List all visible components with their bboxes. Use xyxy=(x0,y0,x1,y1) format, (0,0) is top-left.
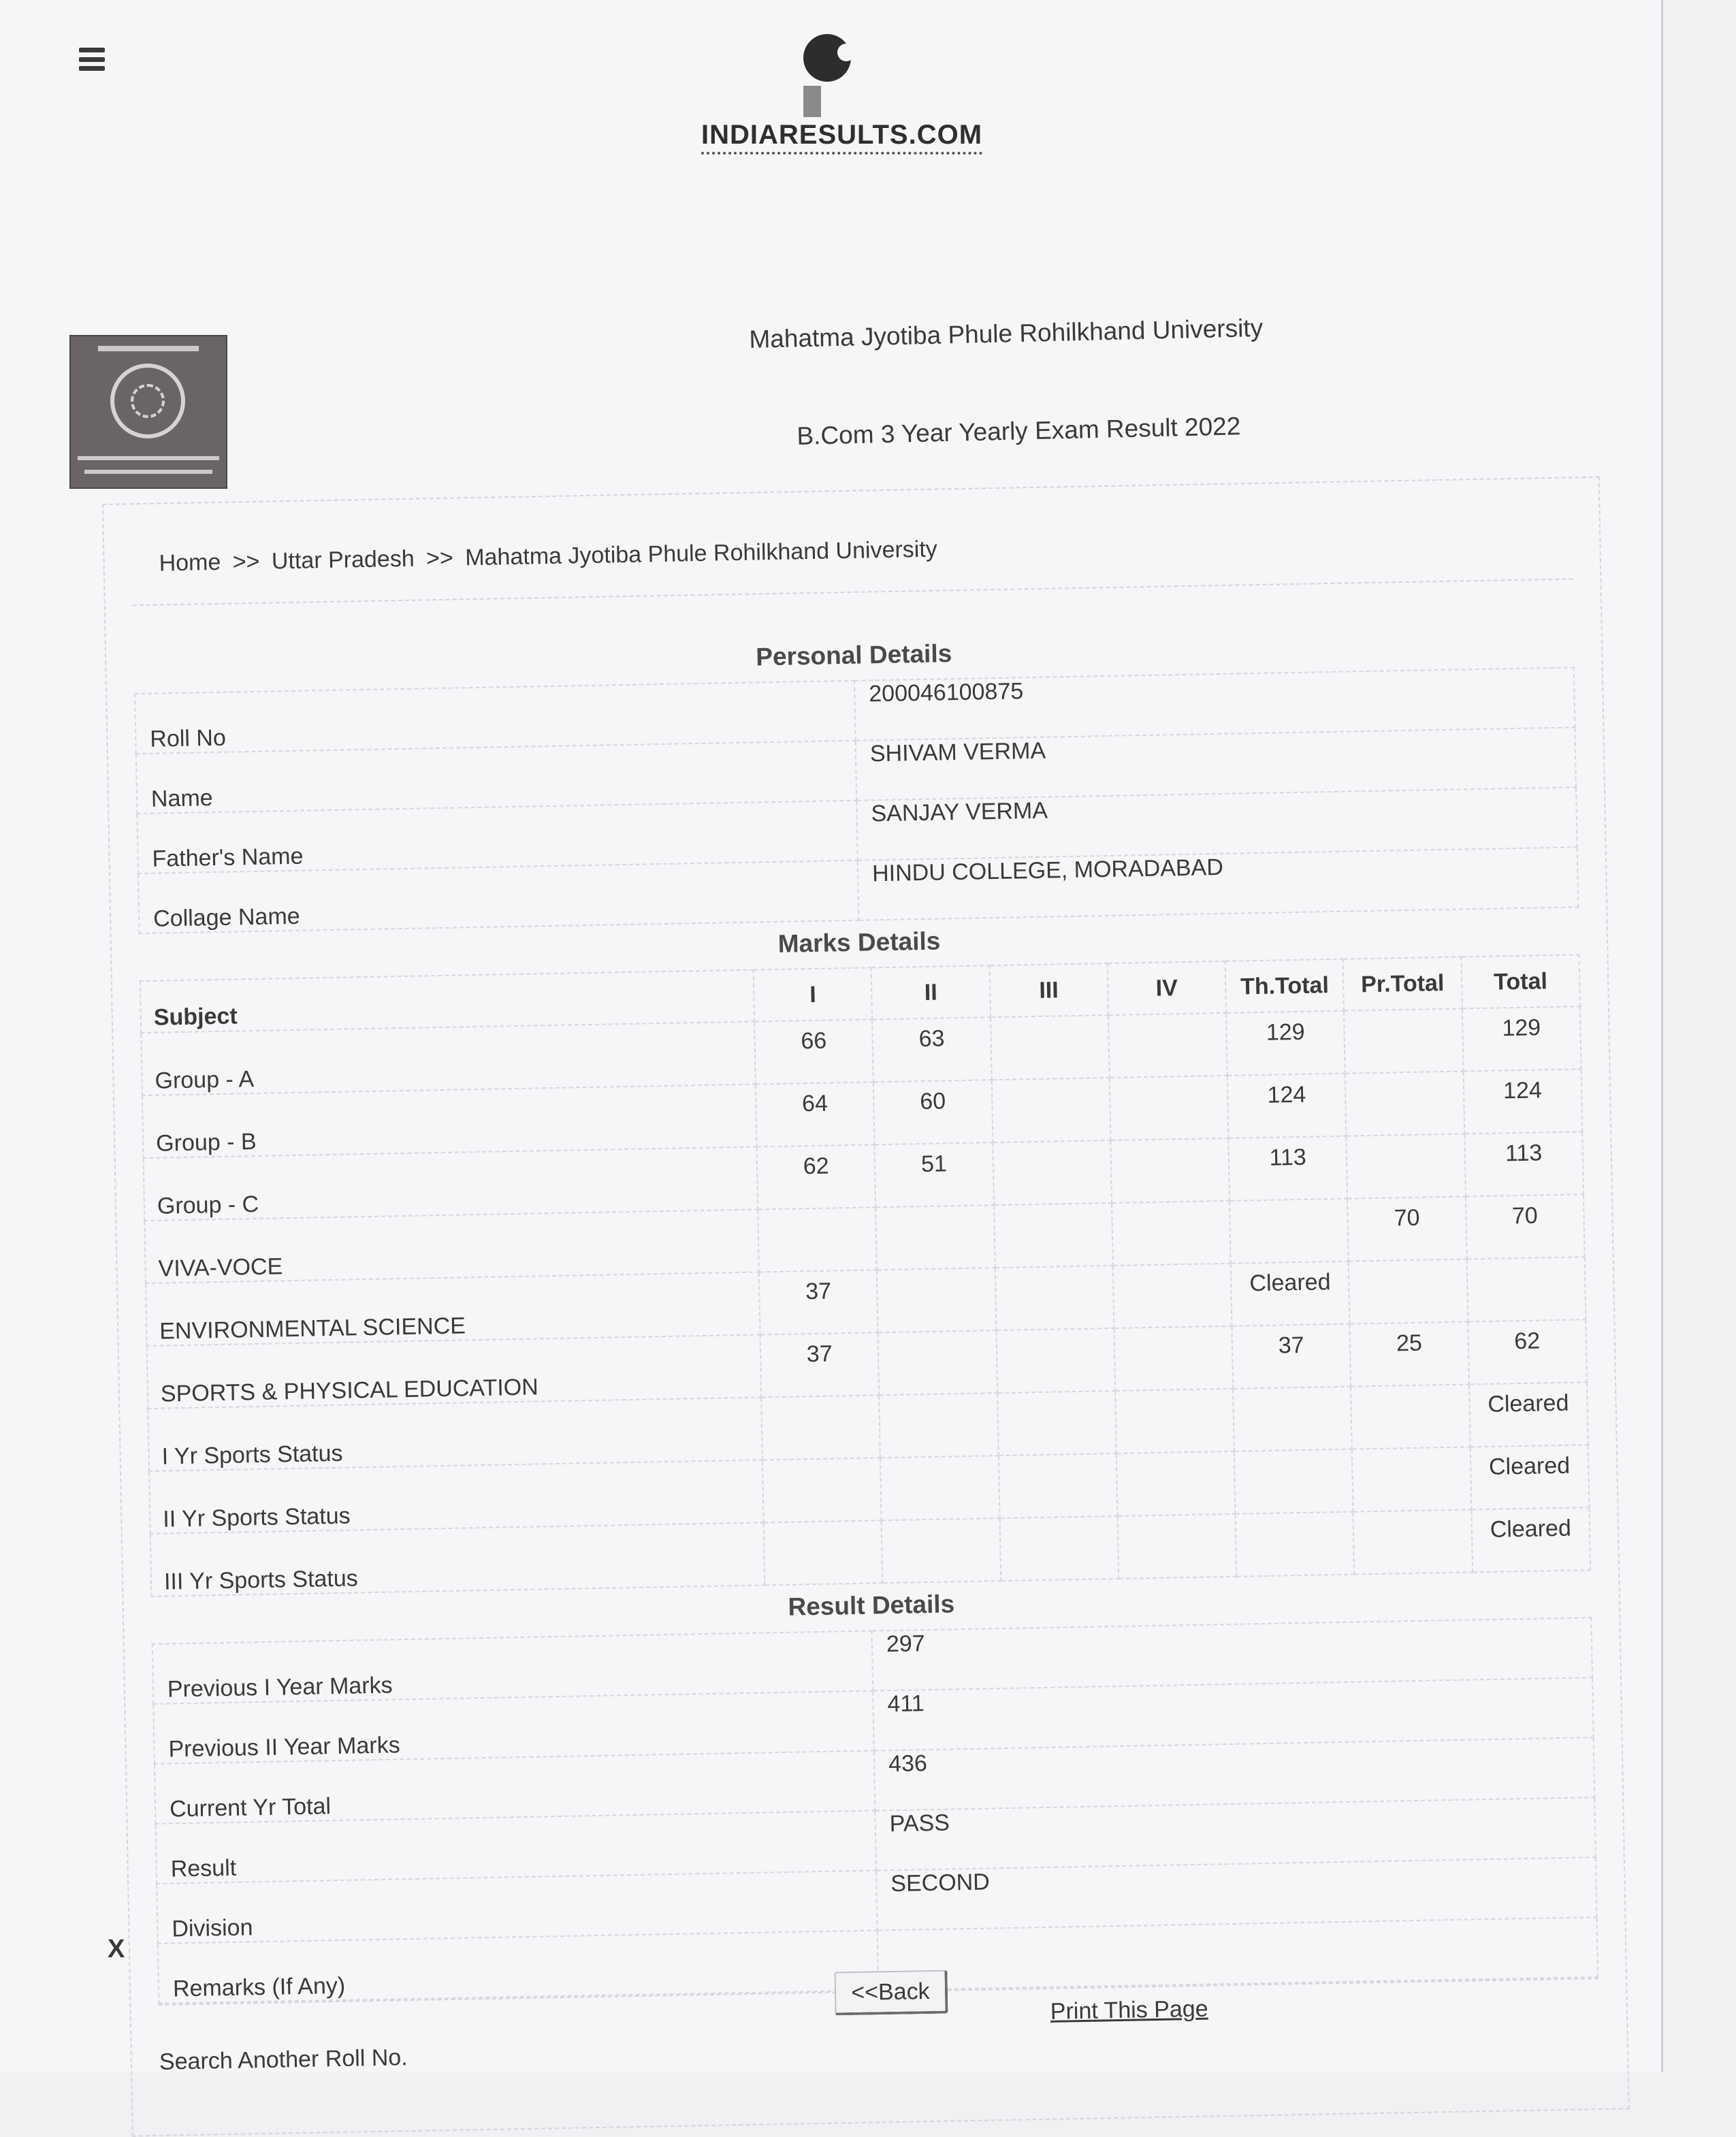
total-cell: 129 xyxy=(1462,1006,1581,1071)
personal-details-table xyxy=(133,620,1579,934)
pr-total-cell: 25 xyxy=(1350,1321,1469,1386)
marks-details-title: Marks Details xyxy=(777,927,941,958)
th-total-cell xyxy=(1234,1449,1353,1514)
col-header-total: Total xyxy=(1461,954,1580,1008)
marks-details-table xyxy=(139,907,1591,1597)
prev-second-year-value: 411 xyxy=(873,1677,1593,1750)
marks-cell xyxy=(879,1393,998,1458)
breadcrumb-university[interactable]: Mahatma Jyotiba Phule Rohilkhand University xyxy=(464,536,938,571)
total-cell: 70 xyxy=(1466,1194,1585,1259)
marks-cell: 64 xyxy=(756,1082,875,1146)
close-icon[interactable]: X xyxy=(108,1935,125,1963)
marks-cell xyxy=(1113,1264,1232,1328)
father-name-label: Father's Name xyxy=(137,801,857,873)
name-value: SHIVAM VERMA xyxy=(856,727,1576,800)
college-name-value: HINDU COLLEGE, MORADABAD xyxy=(858,847,1578,920)
personal-details-title: Personal Details xyxy=(755,639,952,671)
marks-cell: 66 xyxy=(754,1019,873,1084)
marks-cell xyxy=(995,1266,1114,1330)
prev-first-year-value: 297 xyxy=(872,1618,1592,1690)
pr-total-cell xyxy=(1352,1447,1471,1511)
col-header-ii: II xyxy=(871,965,991,1019)
pr-total-cell xyxy=(1349,1259,1468,1323)
subject-cell: II Yr Sports Status xyxy=(149,1460,764,1533)
breadcrumb-separator: >> xyxy=(425,545,454,572)
prev-first-year-label: Previous I Year Marks xyxy=(152,1631,873,1704)
father-name-value: SANJAY VERMA xyxy=(856,787,1577,860)
marks-cell: 63 xyxy=(872,1017,991,1082)
breadcrumb-home[interactable]: Home xyxy=(159,549,221,577)
result-content xyxy=(102,477,1630,2137)
th-total-cell: 37 xyxy=(1232,1324,1351,1389)
marks-cell xyxy=(999,1516,1119,1581)
th-total-cell xyxy=(1236,1512,1355,1577)
menu-bar xyxy=(79,66,105,71)
current-year-total-label: Current Yr Total xyxy=(155,1751,875,1824)
marks-cell xyxy=(878,1330,997,1395)
division-value: SECOND xyxy=(876,1857,1596,1930)
result-frame xyxy=(102,477,1630,2137)
col-header-pr-total: Pr.Total xyxy=(1343,957,1462,1011)
marks-cell: 37 xyxy=(760,1332,880,1397)
back-button[interactable]: <<Back xyxy=(834,1970,948,2016)
marks-cell xyxy=(996,1328,1115,1393)
hamburger-menu-icon[interactable] xyxy=(79,48,105,71)
subject-cell: Group - B xyxy=(142,1084,757,1158)
college-name-label: Collage Name xyxy=(138,861,858,933)
marks-cell: 62 xyxy=(757,1144,876,1209)
total-cell: Cleared xyxy=(1470,1445,1589,1509)
col-header-i: I xyxy=(754,967,873,1021)
marks-cell xyxy=(998,1453,1117,1518)
marks-cell xyxy=(1110,1138,1229,1203)
th-total-cell xyxy=(1233,1387,1352,1451)
remarks-label: Remarks (If Any) xyxy=(158,1930,878,2003)
breadcrumb xyxy=(131,497,1573,606)
th-total-cell: 129 xyxy=(1226,1011,1345,1076)
result-details-title: Result Details xyxy=(788,1590,955,1621)
subject-cell: ENVIRONMENTAL SCIENCE xyxy=(146,1272,760,1346)
total-cell: 124 xyxy=(1463,1069,1582,1134)
subject-cell: III Yr Sports Status xyxy=(150,1522,765,1596)
marks-cell xyxy=(1108,1013,1227,1078)
marks-cell xyxy=(875,1205,995,1270)
marks-cell xyxy=(762,1458,882,1522)
pr-total-cell xyxy=(1347,1134,1466,1198)
marks-cell xyxy=(761,1395,880,1460)
breadcrumb-state[interactable]: Uttar Pradesh xyxy=(271,545,415,575)
subject-cell: Group - C xyxy=(144,1147,758,1221)
pr-total-cell xyxy=(1351,1384,1470,1449)
roll-no-value: 200046100875 xyxy=(854,667,1575,740)
result-value: PASS xyxy=(875,1797,1595,1870)
marks-cell: 37 xyxy=(759,1270,878,1334)
print-page-link[interactable]: Print This Page xyxy=(1050,1995,1208,2025)
name-label: Name xyxy=(136,741,856,814)
col-header-iii: III xyxy=(989,963,1108,1017)
result-details-table xyxy=(150,1571,1598,2004)
prev-second-year-label: Previous II Year Marks xyxy=(153,1691,873,1764)
marks-cell: 51 xyxy=(875,1142,994,1207)
total-cell: Cleared xyxy=(1471,1507,1590,1572)
subject-cell: VIVA-VOCE xyxy=(144,1210,759,1283)
logo-text: INDIARESULTS.COM xyxy=(701,120,982,155)
marks-cell xyxy=(880,1456,999,1520)
marks-cell: 60 xyxy=(873,1080,993,1144)
marks-cell xyxy=(764,1520,883,1585)
marks-cell xyxy=(991,1078,1110,1142)
pr-total-cell xyxy=(1353,1509,1473,1574)
subject-cell: I Yr Sports Status xyxy=(148,1397,762,1471)
university-seal-logo xyxy=(69,335,227,489)
marks-cell xyxy=(1116,1451,1236,1516)
pr-total-cell: 70 xyxy=(1347,1196,1466,1261)
breadcrumb-separator: >> xyxy=(232,548,260,575)
th-total-cell: 113 xyxy=(1228,1136,1347,1201)
total-cell: 113 xyxy=(1464,1131,1584,1196)
division-label: Division xyxy=(157,1871,877,1944)
col-header-iv: IV xyxy=(1107,961,1226,1015)
result-label: Result xyxy=(156,1811,876,1884)
site-logo[interactable] xyxy=(701,34,983,163)
current-year-total-value: 436 xyxy=(874,1737,1594,1810)
total-cell: Cleared xyxy=(1469,1382,1588,1447)
marks-cell xyxy=(882,1518,1001,1583)
marks-cell xyxy=(994,1203,1113,1268)
roll-no-label: Roll No xyxy=(135,681,855,754)
marks-cell xyxy=(1110,1076,1229,1140)
marks-cell xyxy=(991,1015,1110,1080)
subject-cell: Group - A xyxy=(141,1022,756,1095)
total-cell: 62 xyxy=(1468,1319,1587,1384)
search-another-roll-link[interactable]: Search Another Roll No. xyxy=(159,2044,408,2075)
marks-cell xyxy=(1117,1514,1236,1579)
marks-cell xyxy=(997,1391,1116,1456)
th-total-cell: Cleared xyxy=(1231,1262,1350,1326)
pr-total-cell xyxy=(1344,1009,1463,1074)
marks-cell xyxy=(758,1207,877,1272)
marks-cell xyxy=(1112,1201,1231,1266)
menu-bar xyxy=(79,57,105,62)
university-name: Mahatma Jyotiba Phule Rohilkhand University xyxy=(749,313,1264,353)
col-header-th-total: Th.Total xyxy=(1225,959,1345,1013)
marks-cell xyxy=(993,1140,1112,1205)
th-total-cell: 124 xyxy=(1227,1074,1347,1138)
marks-cell xyxy=(1115,1389,1234,1453)
total-cell xyxy=(1466,1257,1586,1321)
marks-cell xyxy=(1114,1326,1233,1391)
exam-title: B.Com 3 Year Yearly Exam Result 2022 xyxy=(797,412,1241,450)
col-header-subject: Subject xyxy=(140,970,754,1033)
marks-cell xyxy=(877,1268,996,1332)
th-total-cell xyxy=(1229,1199,1349,1264)
logo-mark-icon xyxy=(797,34,851,116)
subject-cell: SPORTS & PHYSICAL EDUCATION xyxy=(147,1334,762,1408)
pr-total-cell xyxy=(1345,1072,1464,1136)
menu-bar xyxy=(79,48,105,52)
